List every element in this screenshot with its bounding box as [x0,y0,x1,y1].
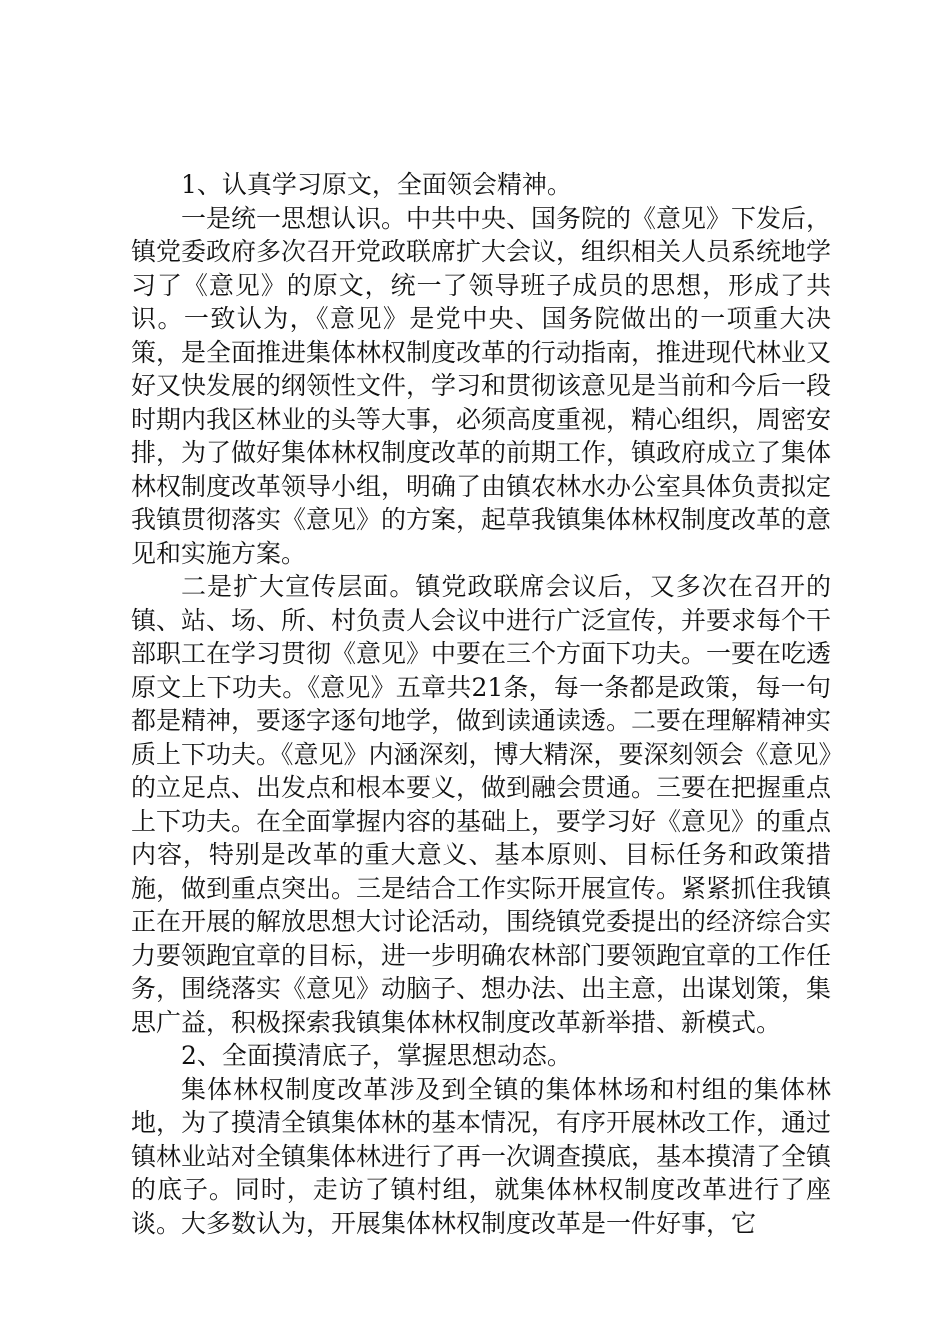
paragraph-unify-thinking: 一是统一思想认识。中共中央、国务院的《意见》下发后，镇党委政府多次召开党政联席扩大会议，组织相关人员系统地学习了《意见》的原文，统一了领导班子成员的思想，形成了共识。一致认为，《意见》是党中央、国务院做出的一项重大决策，是全面推进集体林权制度改革的行动指南，推进现代林业又好又快发展的纲领性文件，学习和贯彻该意见是当前和今后一段时期内我区林业的头等大事，必须高度重视，精心组织，周密安排，为了做好集体林权制度改革的前期工作，镇政府成立了集体林权制度改革领导小组，明确了由镇农林水办公室具体负责拟定我镇贯彻落实《意见》的方案，起草我镇集体林权制度改革的意见和实施方案。 [131,203,832,568]
paragraph-collective-forest: 集体林权制度改革涉及到全镇的集体林场和村组的集体林地，为了摸清全镇集体林的基本情况，有序开展林改工作，通过镇林业站对全镇集体林进行了再一次调查摸底，基本摸清了全镇的底子。同时，走访了镇村组，就集体林权制度改革进行了座谈。大多数认为，开展集体林权制度改革是一件好事，它 [131,1074,832,1238]
document-body [131,168,831,1240]
section-heading-1: 1、认真学习原文，全面领会精神。 [181,170,572,199]
section-heading-2: 2、全面摸清底子，掌握思想动态。 [181,1041,572,1070]
paragraph-expand-publicity: 二是扩大宣传层面。镇党政联席会议后，又多次在召开的镇、站、场、所、村负责人会议中进行广泛宣传，并要求每个干部职工在学习贯彻《意见》中要在三个方面下功夫。一要在吃透原文上下功夫。《意见》五章共21条，每一条都是政策，每一句都是精神，要逐字逐句地学，做到读通读透。二要在理解精神实质上下功夫。《意见》内涵深刻，博大精深，要深刻领会《意见》的立足点、出发点和根本要义，做到融会贯通。三要在把握重点上下功夫。在全面掌握内容的基础上，要学习好《意见》的重点内容，特别是改革的重大意义、基本原则、目标任务和政策措施，做到重点突出。三是结合工作实际开展宣传。紧紧抓住我镇正在开展的解放思想大讨论活动，围绕镇党委提出的经济综合实力要领跑宜章的目标，进一步明确农林部门要领跑宜章的工作任务，围绕落实《意见》动脑子、想办法、出主意，出谋划策，集思广益，积极探索我镇集体林权制度改革新举措、新模式。 [131,572,832,1037]
